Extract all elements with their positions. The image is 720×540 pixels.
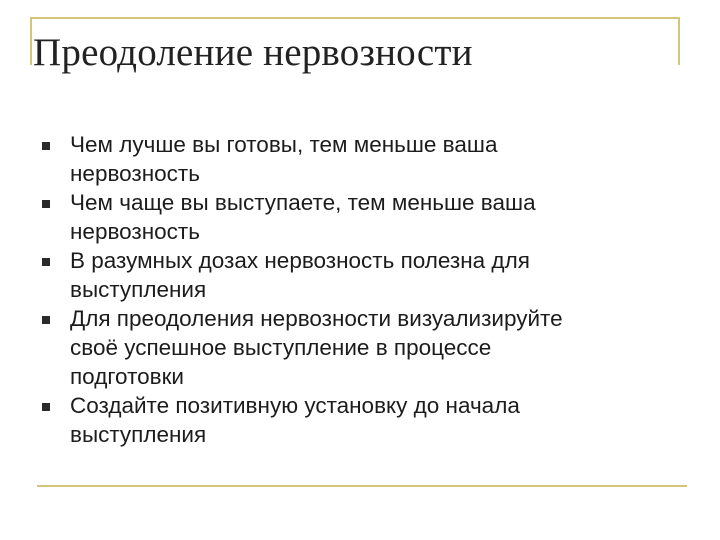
- frame-right-line: [678, 17, 680, 65]
- bullet-item: [42, 130, 672, 188]
- bullet-item: [42, 246, 672, 304]
- bullet-line: нервозность: [70, 219, 200, 244]
- bullet-line: нервозность: [70, 161, 200, 186]
- slide-title: Преодоление нервозности: [33, 31, 473, 74]
- square-bullet-icon: [42, 403, 50, 411]
- bullet-item: [42, 391, 672, 449]
- square-bullet-icon: [42, 142, 50, 150]
- bullet-line: выступления: [70, 277, 207, 302]
- bullet-list: [42, 130, 672, 449]
- frame-left-line: [30, 17, 32, 65]
- bullet-item: [42, 188, 672, 246]
- frame-top-line: [30, 17, 680, 19]
- square-bullet-icon: [42, 316, 50, 324]
- bullet-line: своё успешное выступление в процессе: [70, 335, 492, 360]
- frame-bottom-line: [37, 485, 687, 487]
- square-bullet-icon: [42, 200, 50, 208]
- bullet-line: подготовки: [70, 364, 184, 389]
- bullet-line: Создайте позитивную установку до начала: [70, 393, 520, 418]
- bullet-line: В разумных дозах нервозность полезна для: [70, 248, 530, 273]
- bullet-line: Для преодоления нервозности визуализируйте: [70, 306, 563, 331]
- bullet-item: [42, 304, 672, 391]
- bullet-line: Чем лучше вы готовы, тем меньше ваша: [70, 132, 498, 157]
- bullet-line: выступления: [70, 422, 207, 447]
- bullet-line: Чем чаще вы выступаете, тем меньше ваша: [70, 190, 536, 215]
- square-bullet-icon: [42, 258, 50, 266]
